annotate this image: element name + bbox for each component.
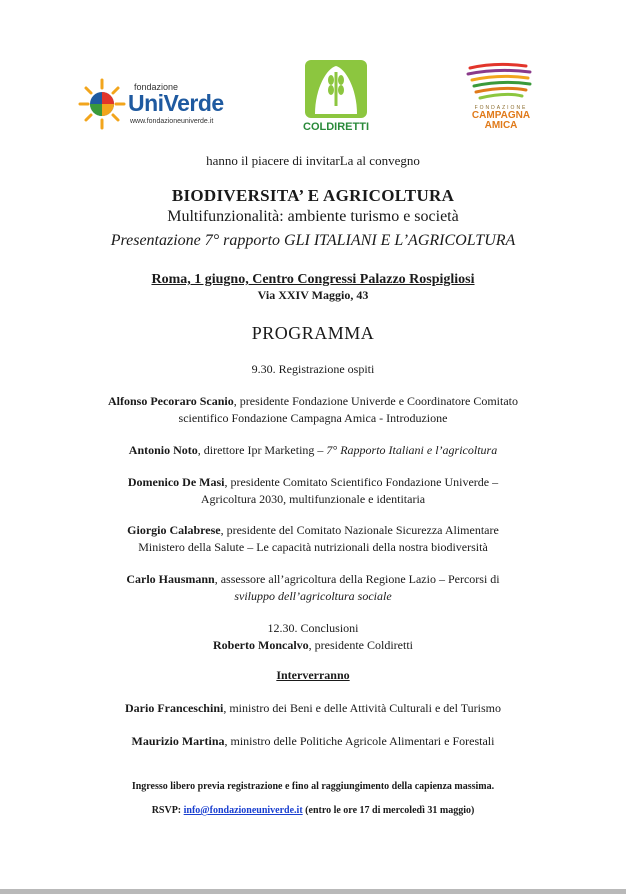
- programma-heading: PROGRAMMA: [251, 323, 375, 343]
- campagna-amica-fields-icon: [456, 60, 546, 104]
- speaker-role: , direttore Ipr Marketing –: [197, 443, 327, 457]
- guest-name: Dario Franceschini: [125, 701, 224, 715]
- coldiretti-logo: [297, 58, 375, 138]
- event-title: BIODIVERSITA’ E AGRICOLTURA: [171, 186, 455, 205]
- speaker-name: Antonio Noto: [128, 443, 198, 457]
- univerde-url: www.fondazioneuniverde.it: [130, 118, 214, 125]
- speaker-role: , presidente Comitato Scientifico Fondazione Univerde –: [224, 475, 499, 489]
- univerde-name: UniVerde: [128, 90, 224, 116]
- program-item: [0, 393, 626, 427]
- campagna-line1: CAMPAGNA: [471, 110, 531, 121]
- univerde-sun-icon: [78, 76, 126, 132]
- venue-line: Roma, 1 giugno, Centro Congressi Palazzo Rospigliosi: [151, 272, 475, 287]
- speaker-name: Domenico De Masi: [127, 475, 225, 489]
- speaker-role: , presidente del Comitato Nazionale Sicurezza Alimentare: [220, 523, 499, 537]
- campagna-amica-logo: [456, 60, 546, 132]
- conclusions-item: [0, 620, 626, 654]
- speaker-topic: 7° Rapporto Italiani e l’agricoltura: [326, 443, 498, 457]
- guest-item: [0, 733, 626, 750]
- rsvp-label: RSVP:: [151, 805, 184, 816]
- campagna-small-text: FONDAZIONE: [474, 105, 528, 111]
- rsvp-email-link[interactable]: info@fondazioneuniverde.it: [183, 805, 303, 816]
- program-item: [0, 442, 626, 459]
- event-subtitle: Multifunzionalità: ambiente turismo e società: [167, 208, 459, 225]
- rsvp-line: [0, 805, 626, 816]
- coldiretti-emblem-icon: [297, 58, 375, 120]
- event-presentation: Presentazione 7° rapporto GLI ITALIANI E L’AGRICOLTURA: [110, 232, 516, 249]
- program-item: [0, 571, 626, 605]
- campagna-name: [456, 111, 546, 131]
- speaker-name: Carlo Hausmann: [126, 572, 215, 586]
- guest-item: [0, 700, 626, 717]
- guest-name: Maurizio Martina: [131, 734, 225, 748]
- conclusions-time: 12.30. Conclusioni: [267, 621, 359, 635]
- logo-row: [0, 58, 626, 138]
- univerde-logo: [78, 76, 238, 132]
- guest-role: , ministro delle Politiche Agricole Alimentari e Forestali: [224, 734, 495, 748]
- registration-line: 9.30. Registrazione ospiti: [251, 362, 375, 376]
- univerde-small-text: fondazione: [134, 82, 179, 92]
- speaker-role: , presidente Coldiretti: [308, 638, 413, 652]
- venue-address: Via XXIV Maggio, 43: [257, 288, 369, 302]
- speaker-name: Giorgio Calabrese: [127, 523, 221, 537]
- program-item: [0, 474, 626, 508]
- speaker-role: , presidente Fondazione Univerde e Coordinatore Comitato: [233, 394, 519, 408]
- speaker-role-cont: Agricoltura 2030, multifunzionale e identitaria: [200, 492, 426, 506]
- interverranno-heading: Interverranno: [276, 668, 350, 682]
- rsvp-note: (entro le ore 17 di mercoledì 31 maggio): [302, 805, 475, 816]
- guest-role: , ministro dei Beni e delle Attività Culturali e del Turismo: [223, 701, 501, 715]
- campagna-line2: AMICA: [484, 120, 518, 131]
- program-item: [0, 522, 626, 556]
- speaker-topic: sviluppo dell’agricoltura sociale: [234, 589, 392, 603]
- speaker-role-cont: scientifico Fondazione Campagna Amica - Introduzione: [178, 411, 448, 425]
- invite-line: hanno il piacere di invitarLa al convegno: [206, 153, 420, 168]
- page-bottom-border: [0, 889, 626, 894]
- speaker-role: , assessore all’agricoltura della Regione Lazio – Percorsi di: [214, 572, 500, 586]
- entry-note: Ingresso libero previa registrazione e fino al raggiungimento della capienza massima.: [131, 781, 495, 792]
- coldiretti-name: COLDIRETTI: [303, 121, 369, 133]
- speaker-name: Roberto Moncalvo: [213, 638, 309, 652]
- speaker-name: Alfonso Pecoraro Scanio: [107, 394, 234, 408]
- speaker-role-cont: Ministero della Salute – Le capacità nutrizionali della nostra biodiversità: [138, 540, 488, 554]
